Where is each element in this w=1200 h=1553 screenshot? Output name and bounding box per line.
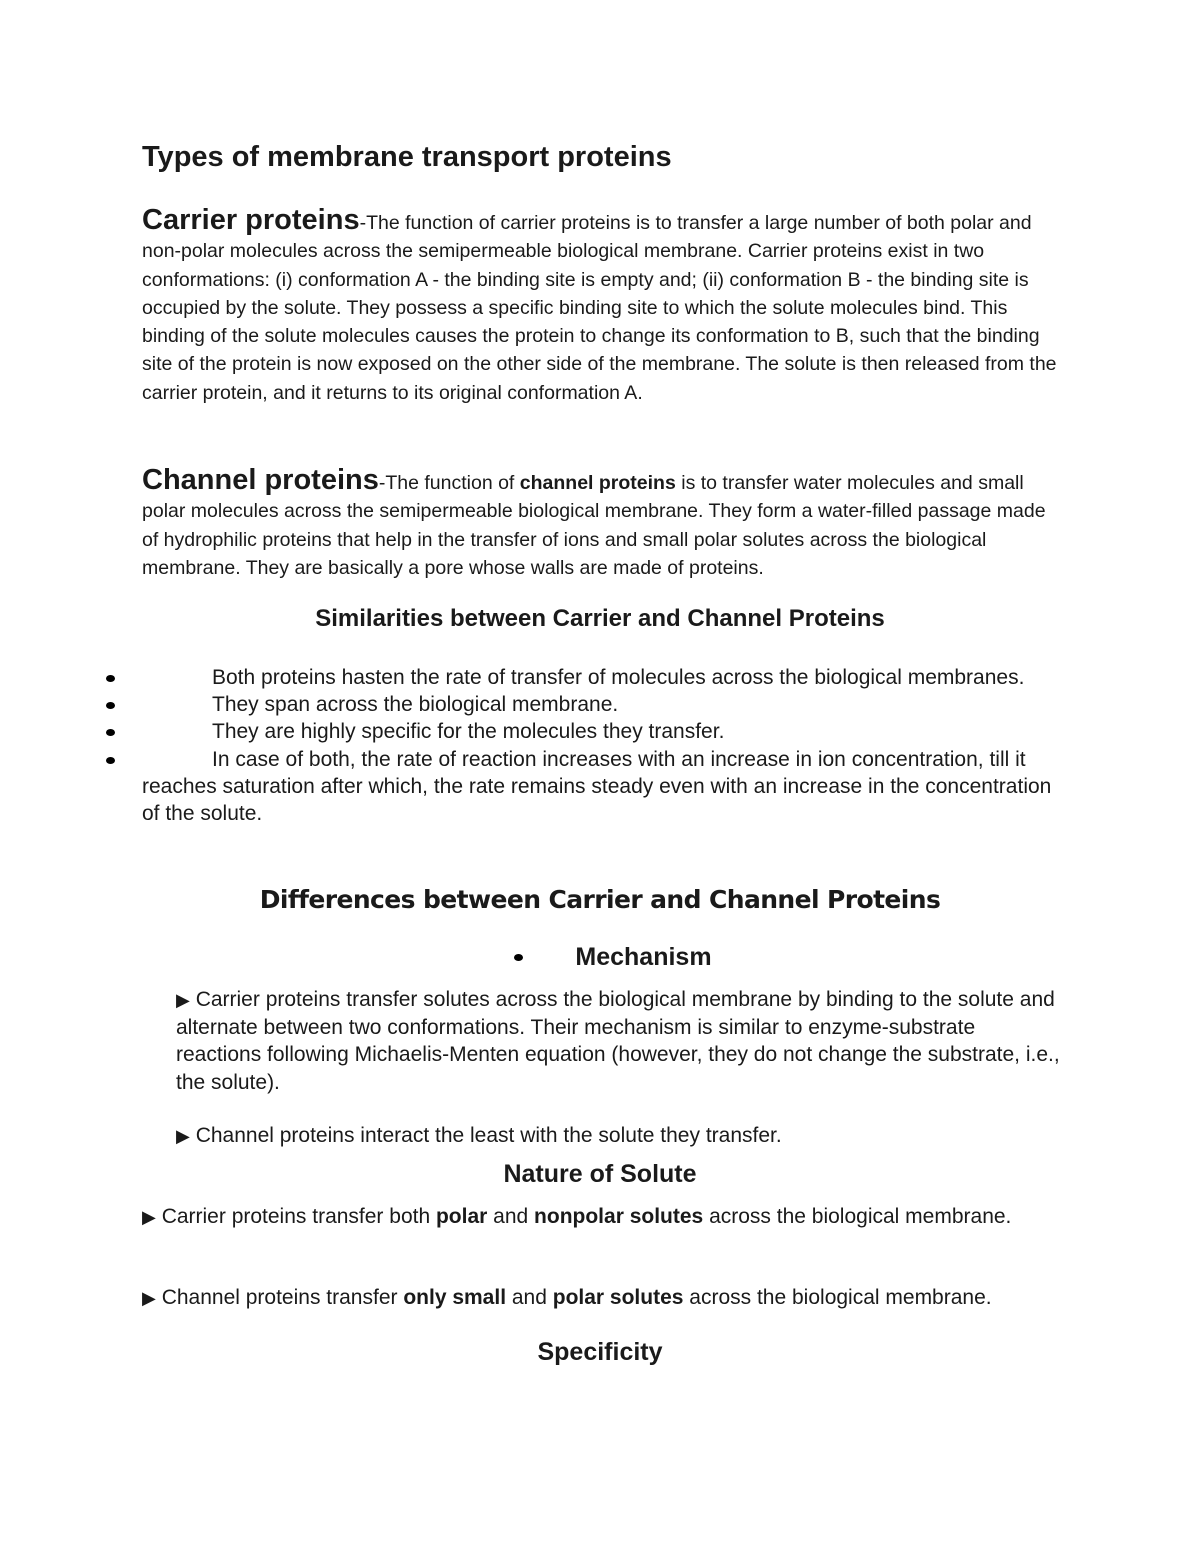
- list-item-text: Both proteins hasten the rate of transfer of molecules across the biological membranes.: [212, 666, 1025, 689]
- solute-carrier-paragraph: ▶ Carrier proteins transfer both polar and nonpolar solutes across the biological membrane.: [142, 1205, 1012, 1228]
- bullet-icon: [106, 675, 115, 682]
- bullet-icon: [514, 954, 523, 961]
- mechanism-channel-text: Channel proteins interact the least with the solute they transfer.: [195, 1124, 782, 1147]
- bullet-icon: [106, 702, 115, 709]
- solute-channel-paragraph: ▶ Channel proteins transfer only small and polar solutes across the biological membrane.: [142, 1286, 992, 1309]
- arrow-icon: ▶: [176, 1126, 190, 1146]
- list-item-text: They are highly specific for the molecules they transfer.: [212, 720, 725, 744]
- list-item: [142, 691, 1062, 718]
- channel-proteins-lead: Channel proteins: [142, 464, 379, 496]
- mechanism-label: Mechanism: [575, 943, 712, 971]
- similarities-heading: Similarities between Carrier and Channel Proteins: [315, 605, 885, 632]
- mechanism-carrier-paragraph: [176, 986, 1066, 1096]
- bullet-icon: [106, 729, 115, 736]
- arrow-icon: ▶: [176, 990, 190, 1010]
- list-item: [142, 664, 1062, 691]
- specificity-heading: Specificity: [537, 1338, 663, 1366]
- page-title: Types of membrane transport proteins: [142, 141, 672, 173]
- bold-term: nonpolar solutes: [534, 1205, 704, 1228]
- nature-of-solute-heading: Nature of Solute: [503, 1160, 697, 1188]
- list-item-text: In case of both, the rate of reaction increases with an increase in ion concentration, till it reaches saturation after which, the rate remains steady even with an increase in the concentration of the solute.: [142, 747, 1052, 826]
- list-item: [142, 746, 1062, 828]
- channel-proteins-text-before: -The function of: [378, 472, 520, 494]
- mechanism-channel-paragraph: [176, 1122, 1066, 1150]
- carrier-proteins-paragraph: [142, 206, 1060, 407]
- similarities-list: [142, 664, 1062, 827]
- bold-term: only small: [403, 1286, 507, 1309]
- arrow-icon: ▶: [142, 1288, 156, 1308]
- channel-proteins-text-after: is to transfer water molecules and small polar molecules across the semipermeable biological membrane. They form a water-filled passage made of hydrophilic proteins that help in the transfer of ions and small polar solutes across the biological membrane. They are basically a pore whose walls are made of proteins.: [142, 472, 1046, 579]
- bullet-icon: [106, 757, 115, 764]
- carrier-proteins-lead: Carrier proteins: [142, 204, 360, 236]
- list-item-text: They span across the biological membrane.: [212, 693, 619, 717]
- channel-proteins-bold-term: channel proteins: [519, 472, 676, 494]
- carrier-proteins-text: -The function of carrier proteins is to transfer a large number of both polar and non-polar molecules across the semipermeable biological membrane. Carrier proteins exist in two conformations: (i) conformation A - the binding site is empty and; (ii) conformation B - the binding site is occupied by the solute. They possess a specific binding site to which the solute molecules bind. This binding of the solute molecules causes the protein to change its conformation to B, such that the binding site of the protein is now exposed on the other side of the membrane. The solute is then released from the carrier protein, and it returns to its original conformation A.: [142, 212, 1057, 404]
- channel-proteins-paragraph: [142, 466, 1060, 582]
- bold-term: polar solutes: [552, 1286, 684, 1309]
- mechanism-subheading: [0, 943, 1200, 972]
- list-item: [142, 718, 1062, 745]
- differences-heading: Differences between Carrier and Channel Proteins: [259, 885, 941, 914]
- arrow-icon: ▶: [142, 1207, 156, 1227]
- mechanism-carrier-text: Carrier proteins transfer solutes across the biological membrane by binding to the solute and alternate between two conformations. Their mechanism is similar to enzyme-substrate reactions following Michaelis-Menten equation (however, they do not change the substrate, i.e., the solute).: [176, 988, 1060, 1094]
- bold-term: polar: [435, 1205, 488, 1228]
